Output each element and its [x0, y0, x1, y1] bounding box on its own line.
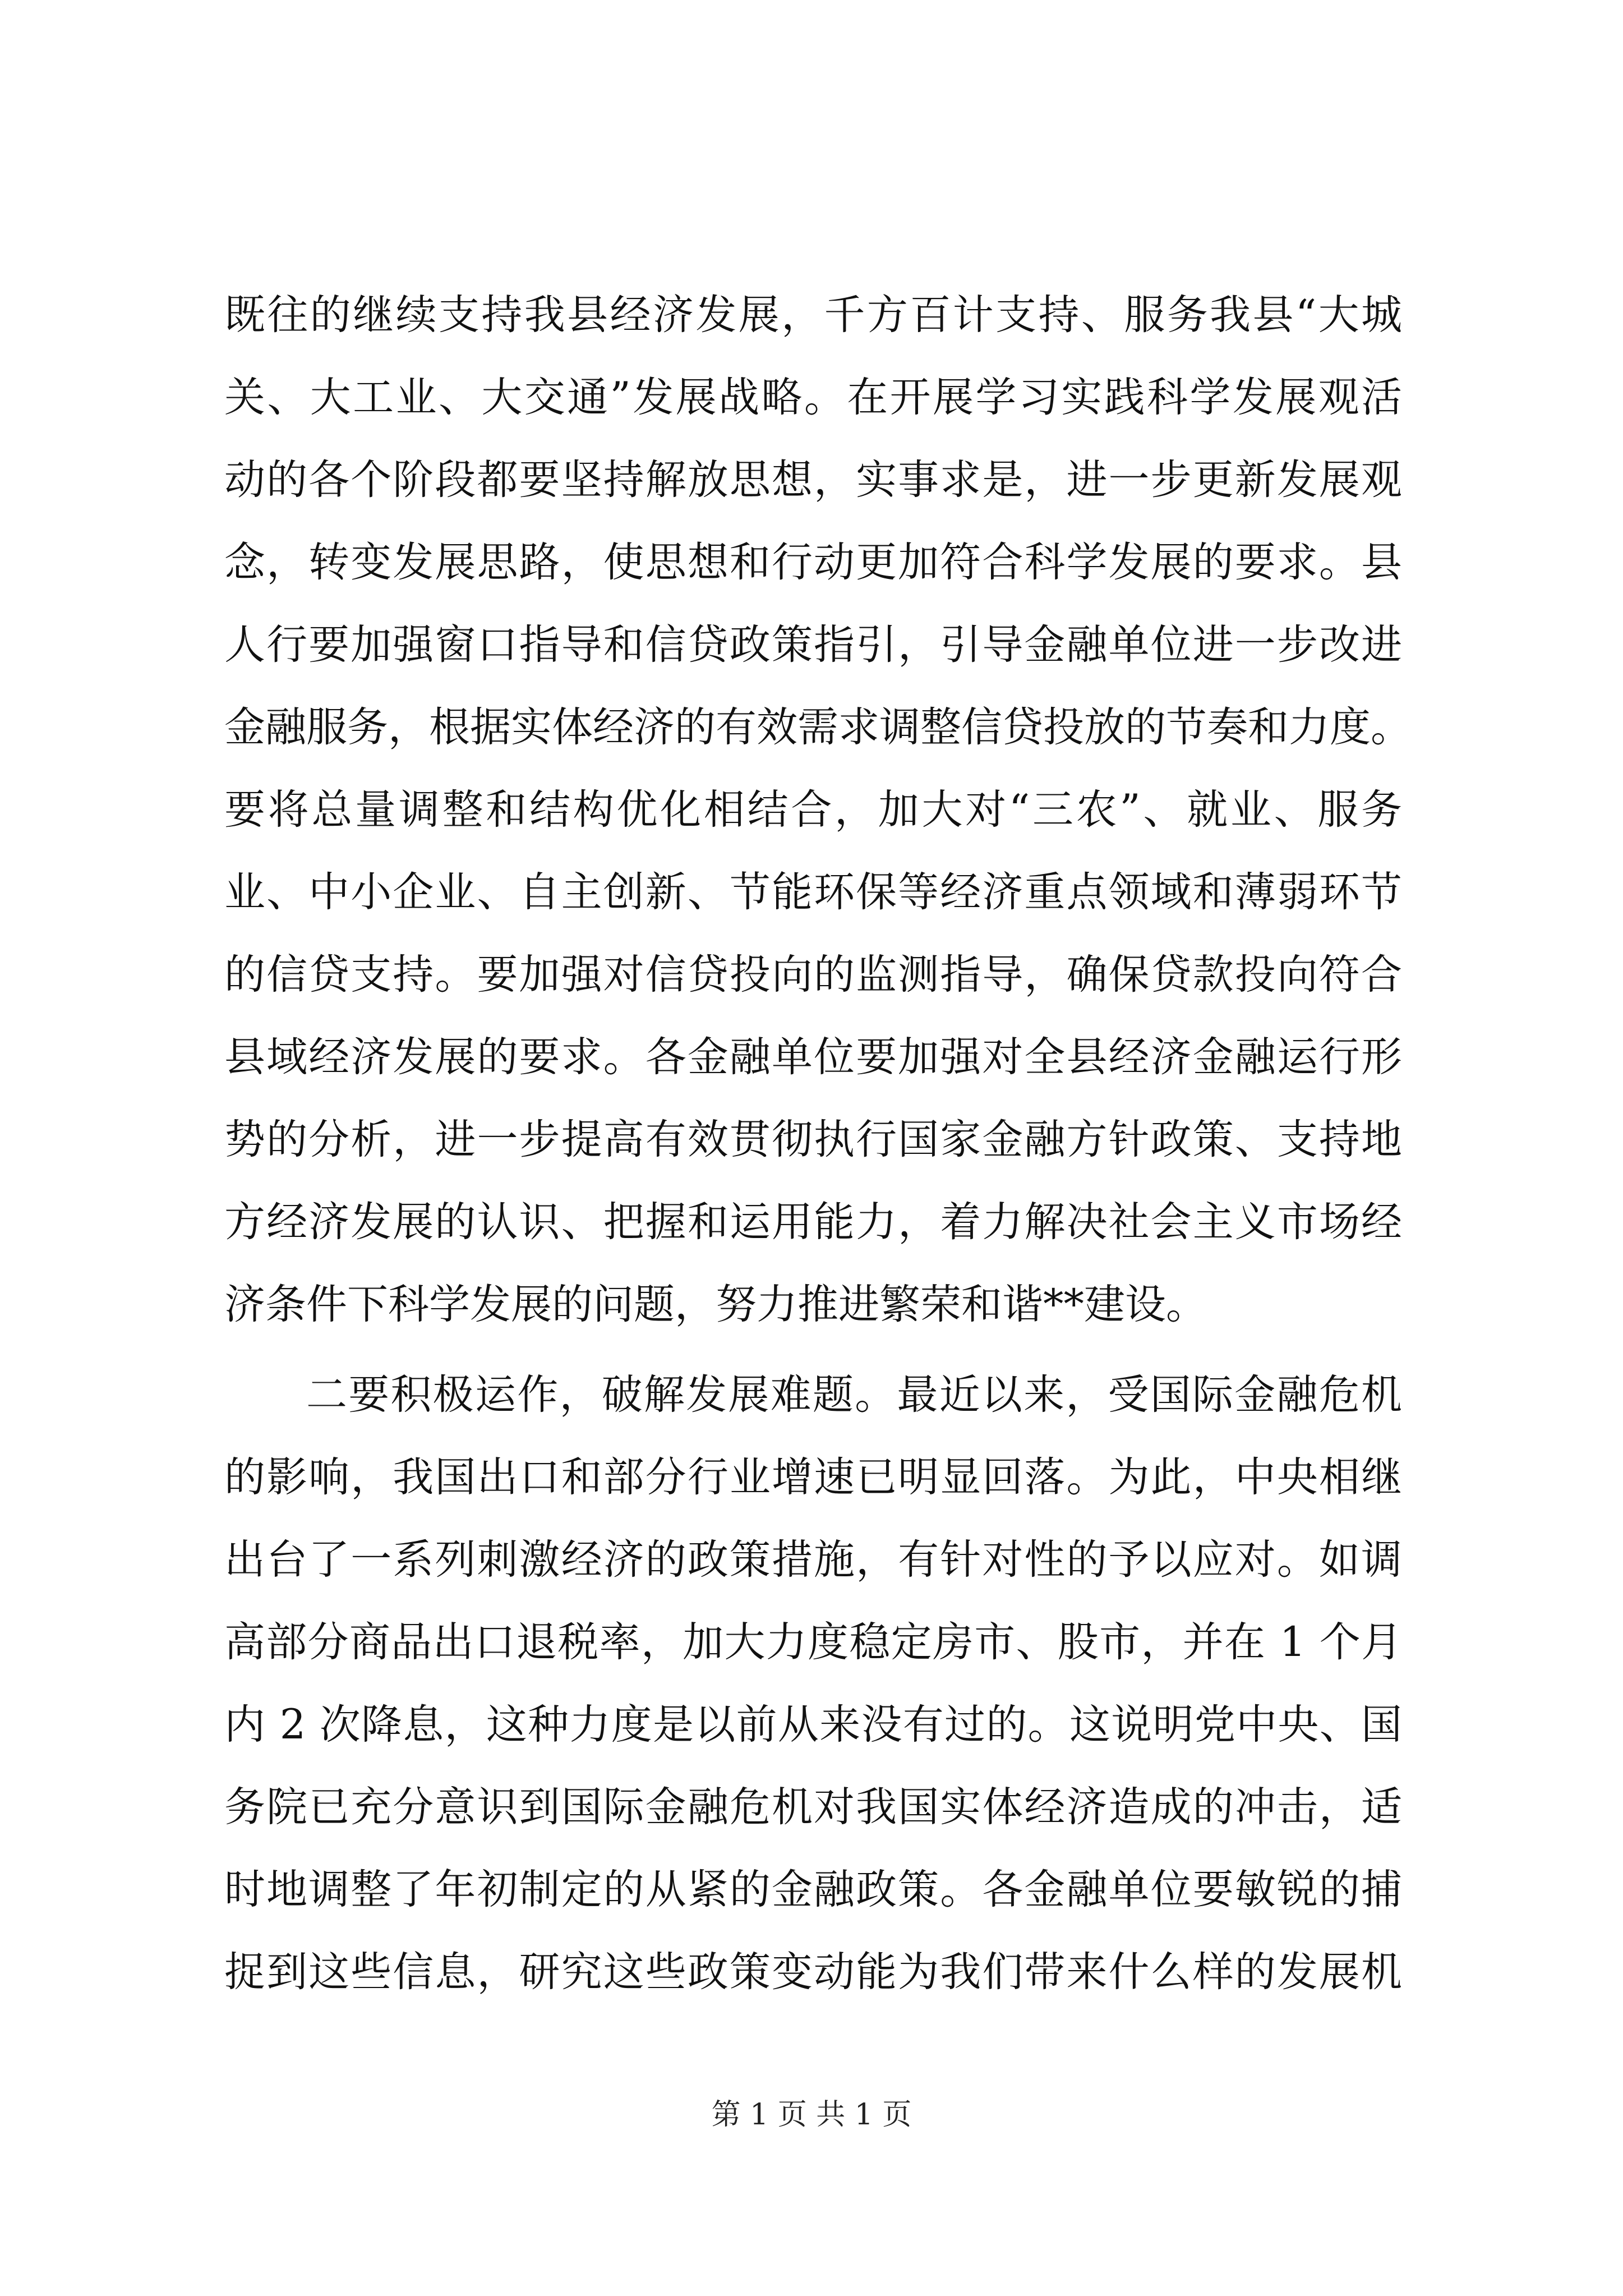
text-line: 既往的继续支持我县经济发展，千方百计支持、服务我县“大城 — [224, 291, 1402, 339]
text-line: 的影响，我国出口和部分行业增速已明显回落。为此，中央相继 — [224, 1453, 1402, 1501]
text-line: 动的各个阶段都要坚持解放思想，实事求是，进一步更新发展观 — [224, 456, 1402, 504]
text-line: 出台了一系列刺激经济的政策措施，有针对性的予以应对。如调 — [224, 1536, 1402, 1584]
text-line: 捉到这些信息，研究这些政策变动能为我们带来什么样的发展机 — [224, 1948, 1402, 1996]
paragraph-1 — [224, 274, 1412, 1346]
document-body — [224, 274, 1412, 2013]
text-line: 关、大工业、大交通”发展战略。在开展学习实践科学发展观活 — [224, 374, 1402, 421]
text-line: 县域经济发展的要求。各金融单位要加强对全县经济金融运行形 — [224, 1033, 1402, 1081]
text-line: 的信贷支持。要加强对信贷投向的监测指导，确保贷款投向符合 — [224, 951, 1402, 999]
text-line: 要将总量调整和结构优化相结合，加大对“三农”、就业、服务 — [224, 786, 1402, 834]
text-line: 务院已充分意识到国际金融危机对我国实体经济造成的冲击，适 — [224, 1783, 1402, 1831]
text-line: 方经济发展的认识、把握和运用能力，着力解决社会主义市场经 — [224, 1198, 1402, 1246]
text-line: 内 2 次降息，这种力度是以前从来没有过的。这说明党中央、国 — [224, 1701, 1402, 1749]
text-line: 势的分析，进一步提高有效贯彻执行国家金融方针政策、支持地 — [224, 1116, 1402, 1163]
text-line: 念，转变发展思路，使思想和行动更加符合科学发展的要求。县 — [224, 539, 1402, 586]
text-line: 时地调整了年初制定的从紧的金融政策。各金融单位要敏锐的捕 — [224, 1866, 1402, 1913]
page-number-label: 第 1 页 共 1 页 — [711, 2098, 912, 2132]
text-line: 高部分商品出口退税率，加大力度稳定房市、股市，并在 1 个月 — [224, 1618, 1402, 1666]
paragraph-spacer — [224, 1346, 1402, 1354]
text-line: 济条件下科学发展的问题，努力推进繁荣和谐**建设。 — [224, 1281, 1207, 1328]
page-footer — [0, 2095, 1623, 2134]
text-line: 人行要加强窗口指导和信贷政策指引，引导金融单位进一步改进 — [224, 621, 1402, 669]
paragraph-2 — [224, 1354, 1402, 2013]
text-line: 二要积极运作，破解发展难题。最近以来，受国际金融危机 — [306, 1371, 1402, 1419]
text-line: 金融服务，根据实体经济的有效需求调整信贷投放的节奏和力度。 — [224, 703, 1412, 751]
text-line: 业、中小企业、自主创新、节能环保等经济重点领域和薄弱环节 — [224, 868, 1402, 916]
